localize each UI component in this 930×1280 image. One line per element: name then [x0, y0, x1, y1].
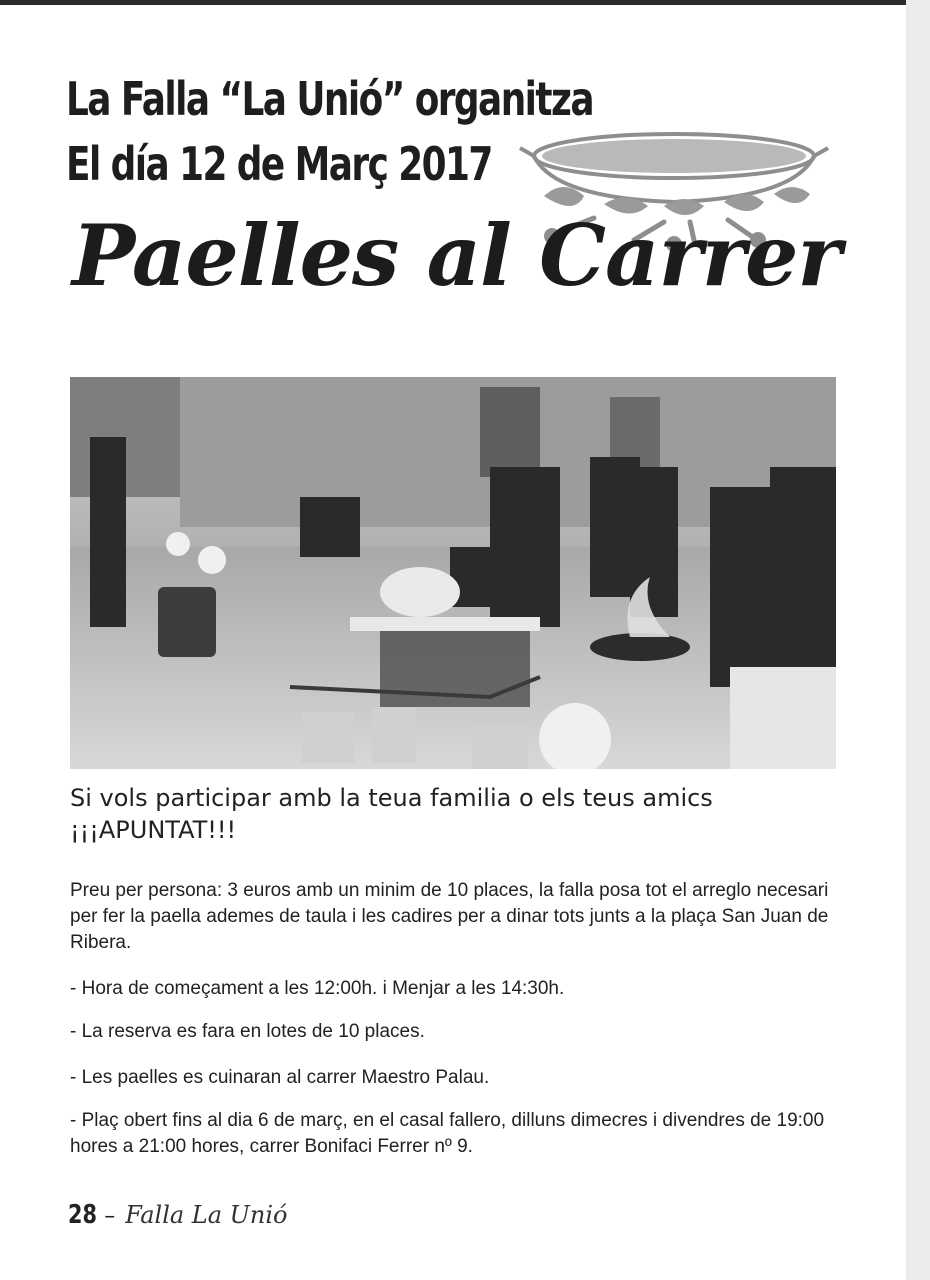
price-info: Preu per persona: 3 euros amb un minim de 10 places, la falla posa tot el arreglo necesari per fer la paella ademes de taula i les cadires per a dinar tots junts a la plaça San Juan de Ribera.: [70, 880, 829, 953]
page-footer: [68, 1200, 288, 1230]
top-border: [0, 0, 906, 5]
footer-separator: –: [104, 1204, 116, 1229]
organizer-heading: La Falla “La Unió” organitza: [66, 72, 593, 126]
invitation-text: Si vols participar amb la teua familia o els teus amics ¡¡¡APUNTAT!!!: [70, 784, 713, 844]
footer-brand: Falla La Unió: [125, 1201, 288, 1229]
location-info: - Les paelles es cuinaran al carrer Maestro Palau.: [70, 1067, 490, 1088]
date-heading: El día 12 de Març 2017: [66, 137, 492, 191]
deadline-info: - Plaç obert fins al dia 6 de març, en el casal fallero, dilluns dimecres i divendres de 19:00 hores a 21:00 hores, carrer Bonifaci Ferrer nº 9.: [70, 1110, 825, 1157]
start-time-info: - Hora de começament a les 12:00h. i Menjar a les 14:30h.: [70, 978, 565, 999]
event-title: Paelles al Carrer: [72, 206, 841, 305]
scan-edge: [906, 0, 930, 1280]
reservation-info: - La reserva es fara en lotes de 10 places.: [70, 1021, 425, 1042]
page-number: 28: [68, 1200, 97, 1230]
street-paella-photo: [70, 377, 836, 769]
